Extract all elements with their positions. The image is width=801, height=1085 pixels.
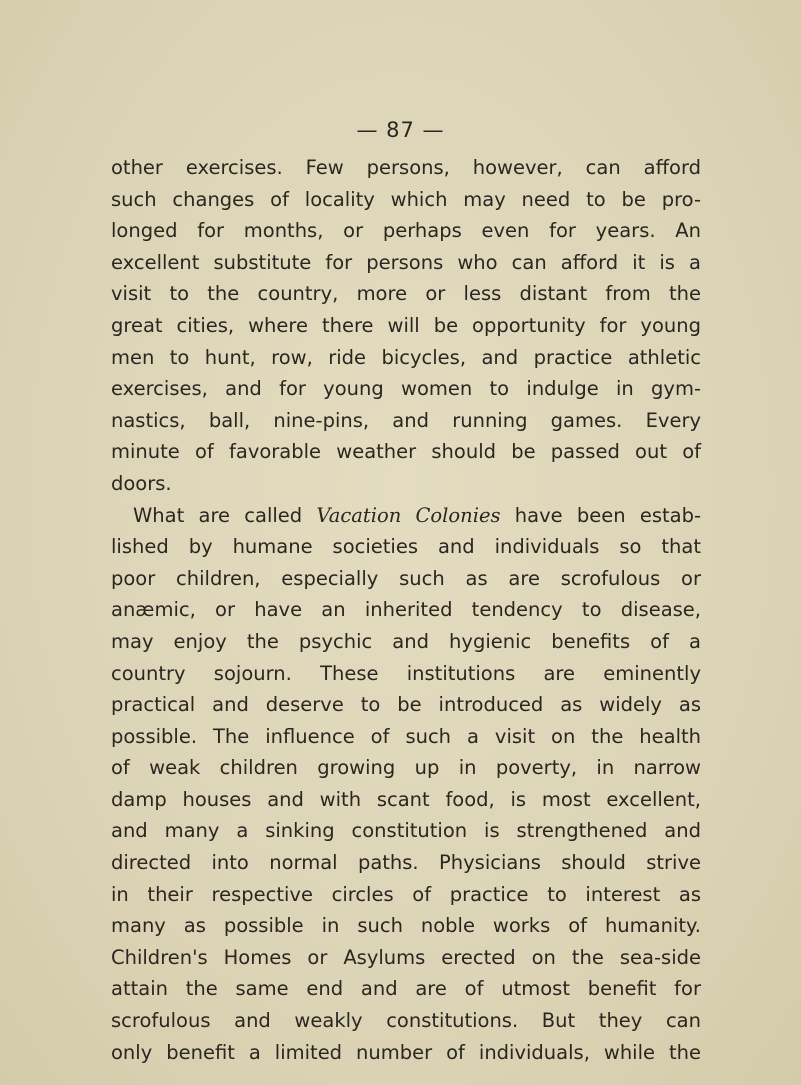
text-line: practical and deserve to be introduced as widely as	[111, 693, 701, 717]
text-line: minute of favorable weather should be passed out of	[111, 440, 701, 464]
text-line: great cities, where there will be opportunity for young	[111, 313, 701, 337]
text-line: doors.	[111, 471, 172, 495]
text-run: What are called	[133, 503, 317, 527]
text-line: and many a sinking constitution is strengthened and	[111, 819, 701, 843]
text-line: damp houses and with scant food, is most excellent,	[111, 787, 701, 811]
text-line: exercises, and for young women to indulge in gym-	[111, 377, 701, 401]
text-line: country sojourn. These institutions are eminently	[111, 661, 701, 685]
text-line: such changes of locality which may need to be pro-	[111, 187, 701, 211]
text-line: other exercises. Few persons, however, can afford	[111, 156, 701, 179]
italic-term: Vacation Colonies	[316, 503, 501, 527]
text-line: anæmic, or have an inherited tendency to disease,	[111, 598, 701, 622]
text-line: possible. The influence of such a visit on the health	[111, 724, 701, 748]
text-line: directed into normal paths. Physicians should strive	[111, 851, 701, 875]
text-line: many as possible in such noble works of humanity.	[111, 914, 701, 938]
text-line: Children's Homes or Asylums erected on the sea-side	[111, 945, 701, 969]
text-line: men to hunt, row, ride bicycles, and practice athletic	[111, 345, 701, 369]
text-line: may enjoy the psychic and hygienic benefits of a	[111, 629, 701, 653]
text-line: of weak children growing up in poverty, in narrow	[111, 756, 701, 780]
text-line: only benefit a limited number of individuals, while the	[111, 1040, 701, 1064]
text-line: longed for months, or perhaps even for years. An	[111, 219, 701, 243]
text-line: visit to the country, more or less distant from the	[111, 282, 701, 306]
text-line: scrofulous and weakly constitutions. But they can	[111, 1009, 701, 1033]
text-run: have been estab-	[500, 503, 702, 527]
paragraph-2-first-line	[111, 500, 701, 532]
paragraph-1	[111, 152, 701, 500]
text-line: poor children, especially such as are scrofulous or	[111, 566, 701, 590]
page-number: — 87 —	[356, 118, 445, 142]
text-line: attain the same end and are of utmost benefit for	[111, 977, 701, 1001]
paragraph-2	[111, 500, 701, 1069]
text-line: in their respective circles of practice to interest as	[111, 882, 701, 906]
text-line: lished by humane societies and individuals so that	[111, 535, 701, 559]
body-text	[111, 152, 701, 1068]
text-line: nastics, ball, nine-pins, and running games. Every	[111, 408, 701, 432]
text-line: excellent substitute for persons who can afford it is a	[111, 250, 701, 274]
